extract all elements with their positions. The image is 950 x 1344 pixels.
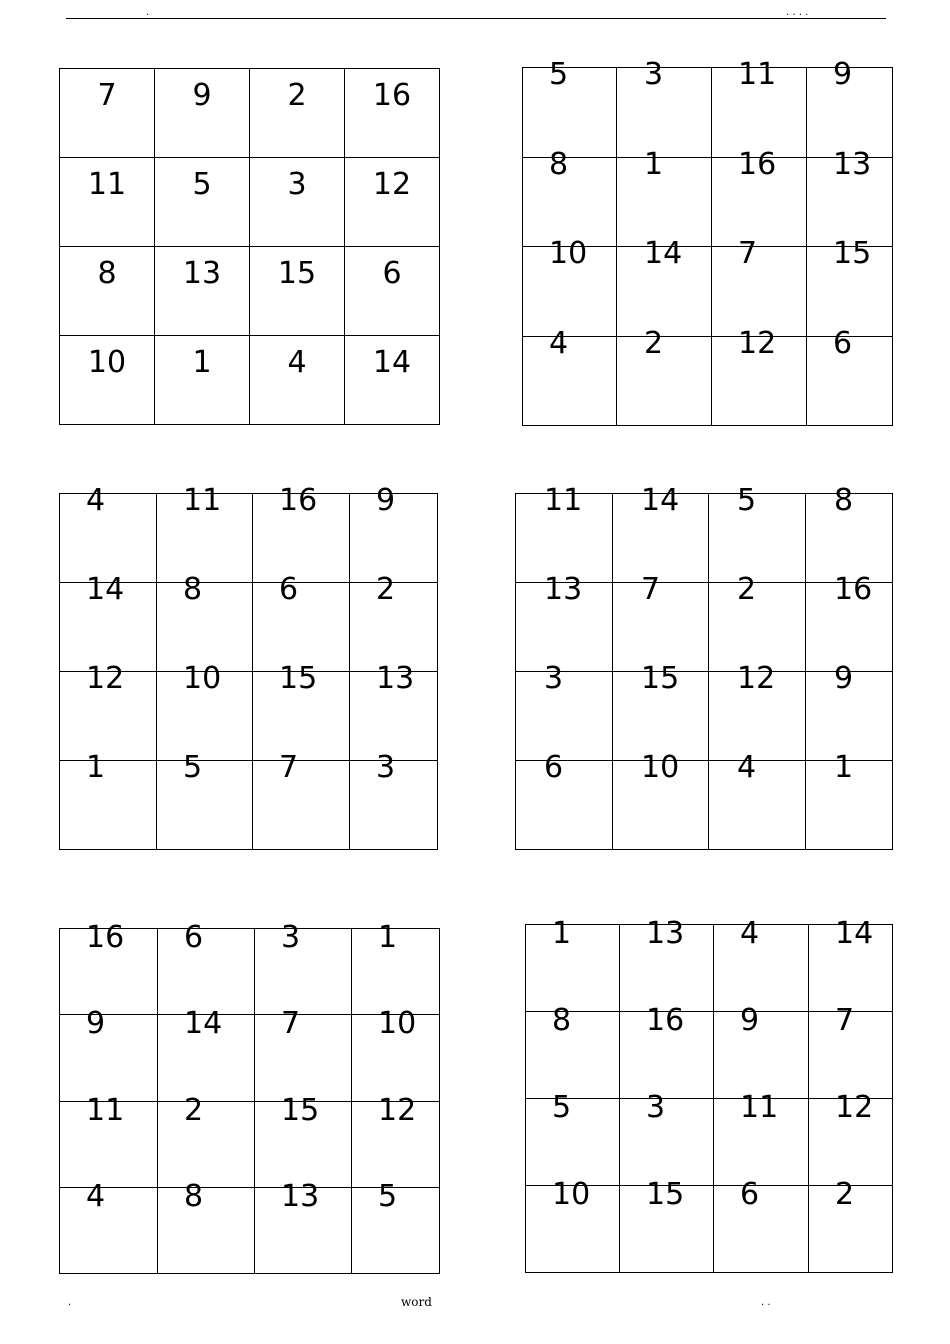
grid-row <box>60 158 440 247</box>
cell-number: 16 <box>372 78 412 113</box>
cell-number: 5 <box>737 483 757 518</box>
grid-cell <box>620 916 714 1012</box>
grid-row <box>526 1099 893 1186</box>
grid-cell <box>345 336 440 425</box>
grid-cell <box>523 236 617 337</box>
cell-number: 3 <box>646 1090 666 1125</box>
grid-cell <box>253 483 350 583</box>
grid-cell <box>709 572 806 672</box>
cell-number: 12 <box>372 167 412 202</box>
grid-cell <box>620 1003 714 1099</box>
grid-cell <box>807 57 893 158</box>
cell-number: 9 <box>834 661 854 696</box>
grid-cell <box>807 325 893 426</box>
cell-number: 3 <box>287 167 307 202</box>
grid-cell <box>523 57 617 158</box>
cell-number: 3 <box>376 750 396 785</box>
cell-number: 5 <box>183 750 203 785</box>
grid-cell <box>350 750 438 850</box>
cell-number: 14 <box>835 916 874 951</box>
cell-number: 6 <box>382 256 402 291</box>
cell-number: 5 <box>549 57 569 92</box>
cell-number: 16 <box>86 920 125 955</box>
grid-row <box>516 672 893 761</box>
grid-cell <box>617 236 712 337</box>
grid-cell <box>350 572 438 672</box>
cell-number: 3 <box>644 57 664 92</box>
cell-number: 15 <box>277 256 317 291</box>
cell-number: 1 <box>86 750 106 785</box>
cell-number: 9 <box>740 1003 760 1038</box>
grid-cell <box>250 247 345 336</box>
grid-cell <box>807 146 893 247</box>
cell-number: 4 <box>287 345 307 380</box>
cell-number: 13 <box>833 146 872 182</box>
cell-number: 13 <box>281 1178 320 1214</box>
grid-cell <box>516 750 613 850</box>
cell-number: 14 <box>372 345 412 380</box>
grid-cell <box>516 661 613 761</box>
grid-row <box>516 583 893 672</box>
cell-number: 7 <box>738 236 758 271</box>
cell-number: 2 <box>287 78 307 113</box>
grid-cell <box>253 661 350 761</box>
cell-number: 9 <box>86 1006 106 1042</box>
cell-number: 1 <box>644 146 664 182</box>
grid-row <box>516 494 893 583</box>
grid-cell <box>807 236 893 337</box>
grid-row <box>60 69 440 158</box>
grid-row <box>523 336 893 426</box>
cell-number: 6 <box>279 572 299 607</box>
grid-row <box>523 68 893 158</box>
cell-number: 13 <box>646 916 685 951</box>
cell-number: 7 <box>97 78 117 113</box>
grid-cell <box>157 661 253 761</box>
grid-cell <box>157 483 253 583</box>
cell-number: 5 <box>192 167 212 202</box>
cell-number: 12 <box>86 661 125 696</box>
grid-cell <box>712 236 807 337</box>
cell-number: 2 <box>376 572 396 607</box>
grid-row <box>526 1012 893 1099</box>
cell-number: 10 <box>378 1006 417 1042</box>
cell-number: 11 <box>86 1092 125 1128</box>
grid-cell <box>158 1006 255 1101</box>
grid-cell <box>350 661 438 761</box>
number-grid-6 <box>525 916 893 1273</box>
grid-cell <box>806 750 893 850</box>
cell-number: 16 <box>738 146 777 182</box>
grid-cell <box>617 325 712 426</box>
cell-number: 2 <box>737 572 757 607</box>
cell-number: 3 <box>281 920 301 955</box>
cell-number: 10 <box>641 750 680 785</box>
cell-number: 3 <box>544 661 564 696</box>
grid-row <box>60 1101 440 1187</box>
number-grid-1 <box>59 68 440 425</box>
grid-cell <box>60 483 157 583</box>
cell-number: 5 <box>378 1178 398 1214</box>
grid-row <box>60 1015 440 1101</box>
grid-cell <box>60 247 155 336</box>
header-left-mark: . <box>146 7 150 18</box>
cell-number: 12 <box>378 1092 417 1128</box>
grid-cell <box>617 146 712 247</box>
cell-number: 14 <box>86 572 125 607</box>
grid-cell <box>60 69 155 158</box>
grid-cell <box>526 1090 620 1186</box>
grid-row <box>60 494 438 583</box>
grid-cell <box>806 483 893 583</box>
cell-number: 7 <box>641 572 661 607</box>
grid-cell <box>255 1178 352 1273</box>
grid-cell <box>345 158 440 247</box>
grid-cell <box>714 916 809 1012</box>
grid-cell <box>714 1177 809 1273</box>
grid-cell <box>352 920 440 1015</box>
grid-cell <box>809 1003 893 1099</box>
grid-cell <box>613 572 709 672</box>
footer-right-mark: . . <box>761 1297 771 1308</box>
cell-number: 7 <box>279 750 299 785</box>
grid-cell <box>60 158 155 247</box>
grid-cell <box>712 325 807 426</box>
grid-cell <box>613 661 709 761</box>
cell-number: 4 <box>86 1178 106 1214</box>
cell-number: 2 <box>835 1177 855 1212</box>
grid-cell <box>809 1177 893 1273</box>
grid-row <box>516 761 893 850</box>
grid-cell <box>620 1177 714 1273</box>
grid-cell <box>253 572 350 672</box>
cell-number: 7 <box>835 1003 855 1038</box>
grid-cell <box>613 483 709 583</box>
grid-cell <box>60 750 157 850</box>
grid-cell <box>60 1006 158 1101</box>
footer-left-mark: . <box>68 1297 72 1308</box>
cell-number: 13 <box>182 256 222 291</box>
grid-cell <box>516 483 613 583</box>
grid-cell <box>809 916 893 1012</box>
grid-cell <box>158 1092 255 1187</box>
cell-number: 9 <box>192 78 212 113</box>
cell-number: 14 <box>644 236 683 271</box>
grid-cell <box>712 57 807 158</box>
grid-cell <box>60 572 157 672</box>
grid-row <box>526 1186 893 1273</box>
cell-number: 1 <box>834 750 854 785</box>
grid-cell <box>709 750 806 850</box>
grid-cell <box>709 661 806 761</box>
grid-cell <box>620 1090 714 1186</box>
grid-cell <box>345 69 440 158</box>
cell-number: 2 <box>644 325 664 361</box>
cell-number: 8 <box>549 146 569 182</box>
grid-cell <box>250 336 345 425</box>
grid-cell <box>714 1003 809 1099</box>
cell-number: 4 <box>737 750 757 785</box>
grid-cell <box>155 158 250 247</box>
grid-row <box>523 157 893 247</box>
cell-number: 11 <box>183 483 222 518</box>
cell-number: 8 <box>184 1178 204 1214</box>
grid-cell <box>523 146 617 247</box>
cell-number: 15 <box>833 236 872 271</box>
grid-row <box>60 336 440 425</box>
cell-number: 4 <box>740 916 760 951</box>
cell-number: 11 <box>87 167 127 202</box>
grid-cell <box>250 69 345 158</box>
cell-number: 11 <box>544 483 583 518</box>
grid-row <box>60 672 438 761</box>
cell-number: 6 <box>740 1177 760 1212</box>
number-grid-5 <box>59 920 440 1274</box>
footer-word-label: word <box>401 1295 432 1309</box>
grid-cell <box>617 57 712 158</box>
grid-cell <box>157 750 253 850</box>
grid-cell <box>352 1178 440 1273</box>
grid-cell <box>350 483 438 583</box>
cell-number: 16 <box>279 483 318 518</box>
cell-number: 8 <box>183 572 203 607</box>
number-grid-4 <box>515 483 893 850</box>
grid-cell <box>157 572 253 672</box>
cell-number: 15 <box>281 1092 320 1128</box>
grid-cell <box>255 920 352 1015</box>
grid-cell <box>155 69 250 158</box>
cell-number: 6 <box>833 325 853 361</box>
cell-number: 10 <box>552 1177 591 1212</box>
grid-row <box>60 761 438 850</box>
cell-number: 6 <box>184 920 204 955</box>
grid-cell <box>714 1090 809 1186</box>
grid-cell <box>526 1177 620 1273</box>
cell-number: 12 <box>737 661 776 696</box>
grid-row <box>526 925 893 1012</box>
grid-cell <box>253 750 350 850</box>
cell-number: 11 <box>738 57 777 92</box>
grid-cell <box>516 572 613 672</box>
cell-number: 12 <box>835 1090 874 1125</box>
cell-number: 12 <box>738 325 777 361</box>
cell-number: 7 <box>281 1006 301 1042</box>
cell-number: 10 <box>87 345 127 380</box>
number-grid-2 <box>522 57 893 426</box>
grid-cell <box>158 920 255 1015</box>
grid-cell <box>60 920 158 1015</box>
grid-cell <box>526 916 620 1012</box>
cell-number: 8 <box>834 483 854 518</box>
header-rule <box>66 18 886 19</box>
cell-number: 1 <box>552 916 572 951</box>
grid-cell <box>155 247 250 336</box>
cell-number: 15 <box>641 661 680 696</box>
grid-cell <box>352 1092 440 1187</box>
grid-cell <box>613 750 709 850</box>
grid-cell <box>60 661 157 761</box>
grid-cell <box>809 1090 893 1186</box>
cell-number: 8 <box>97 256 117 291</box>
header-right-mark: . . . . <box>786 7 809 18</box>
grid-cell <box>255 1006 352 1101</box>
cell-number: 4 <box>86 483 106 518</box>
grid-cell <box>352 1006 440 1101</box>
cell-number: 15 <box>646 1177 685 1212</box>
cell-number: 13 <box>376 661 415 696</box>
grid-cell <box>806 572 893 672</box>
grid-row <box>523 247 893 337</box>
cell-number: 15 <box>279 661 318 696</box>
cell-number: 13 <box>544 572 583 607</box>
cell-number: 6 <box>544 750 564 785</box>
cell-number: 4 <box>549 325 569 361</box>
cell-number: 9 <box>376 483 396 518</box>
grid-cell <box>806 661 893 761</box>
grid-cell <box>60 1092 158 1187</box>
cell-number: 5 <box>552 1090 572 1125</box>
grid-cell <box>523 325 617 426</box>
grid-cell <box>255 1092 352 1187</box>
grid-row <box>60 583 438 672</box>
grid-cell <box>712 146 807 247</box>
cell-number: 16 <box>834 572 873 607</box>
grid-row <box>60 247 440 336</box>
cell-number: 11 <box>740 1090 779 1125</box>
grid-row <box>60 929 440 1015</box>
cell-number: 1 <box>192 345 212 380</box>
cell-number: 2 <box>184 1092 204 1128</box>
grid-cell <box>60 1178 158 1273</box>
grid-cell <box>250 158 345 247</box>
cell-number: 10 <box>549 236 588 271</box>
grid-cell <box>526 1003 620 1099</box>
cell-number: 8 <box>552 1003 572 1038</box>
grid-cell <box>60 336 155 425</box>
cell-number: 16 <box>646 1003 685 1038</box>
grid-row <box>60 1187 440 1273</box>
cell-number: 10 <box>183 661 222 696</box>
grid-cell <box>155 336 250 425</box>
grid-cell <box>158 1178 255 1273</box>
grid-cell <box>345 247 440 336</box>
cell-number: 1 <box>378 920 398 955</box>
cell-number: 14 <box>641 483 680 518</box>
number-grid-3 <box>59 483 438 850</box>
grid-cell <box>709 483 806 583</box>
cell-number: 9 <box>833 57 853 92</box>
cell-number: 14 <box>184 1006 223 1042</box>
